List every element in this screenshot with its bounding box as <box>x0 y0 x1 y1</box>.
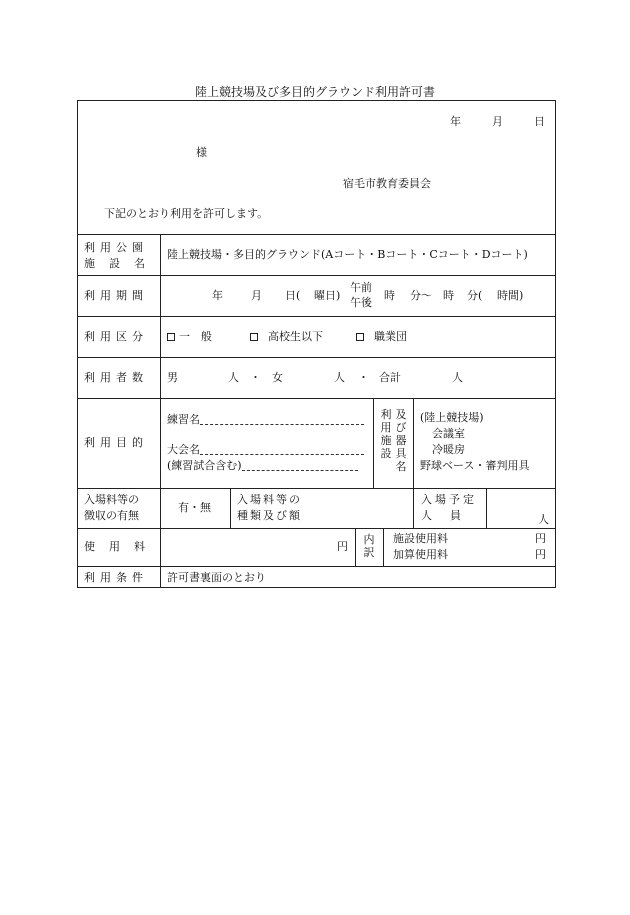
extra-fee-label: 加算使用料 <box>393 548 448 561</box>
permit-form-frame <box>77 100 556 588</box>
conditions-label: 利用条件 <box>84 571 148 584</box>
equipment-item: 会議室 <box>432 427 465 440</box>
tournament-name-line[interactable] <box>200 454 364 455</box>
users-label: 利用者数 <box>84 371 148 384</box>
fee-type-label-2: 種類及び額 <box>237 509 302 522</box>
users-male-unit: 人 <box>228 371 239 384</box>
checkbox-icon[interactable] <box>250 333 258 341</box>
expected-attendance-label: 入場予定 <box>421 493 477 506</box>
category-option-highschool[interactable]: 高校生以下 <box>250 331 323 342</box>
users-separator: ・ <box>358 371 369 384</box>
facility-label: 利用公園 <box>84 241 148 254</box>
users-total-unit: 人 <box>452 371 463 384</box>
expected-attendance-unit: 人 <box>538 513 549 526</box>
equipment-item: 冷暖房 <box>432 443 465 456</box>
permit-statement: 下記のとおり利用を許可します。 <box>104 207 269 220</box>
facility-fee-label: 施設使用料 <box>393 532 448 545</box>
tournament-note-line[interactable] <box>242 470 358 471</box>
period-am: 午前 <box>350 281 372 294</box>
usage-fee-divider <box>355 528 356 566</box>
purpose-divider <box>413 398 414 488</box>
row-divider <box>77 566 556 567</box>
purpose-label: 利用目的 <box>84 436 148 449</box>
usage-fee-divider <box>383 528 384 566</box>
period-hour-start: 時 <box>384 289 395 302</box>
row-divider <box>77 398 556 399</box>
users-female: 女 <box>272 371 283 384</box>
extra-fee-unit: 円 <box>535 548 546 561</box>
fee-collection-label: 入場料等の <box>84 493 139 506</box>
period-hour-end: 時 <box>443 289 454 302</box>
row-divider <box>77 528 556 529</box>
usage-fee-unit: 円 <box>337 540 348 553</box>
users-male: 男 <box>167 371 178 384</box>
row-divider <box>77 488 556 489</box>
period-hours: 時間) <box>497 289 524 302</box>
category-option-corporate[interactable]: 職業団 <box>356 331 407 342</box>
period-month: 月 <box>251 289 262 302</box>
period-minute-end: 分( <box>467 289 483 302</box>
equipment-label-col2: 及び器具名 <box>395 408 407 473</box>
label-column-divider <box>160 234 161 588</box>
breakdown-label: 内訳 <box>363 533 375 559</box>
purpose-divider <box>373 398 374 488</box>
fee-collection-value: 有・無 <box>178 501 211 514</box>
row-divider <box>77 275 556 276</box>
period-minute-start: 分〜 <box>410 289 432 302</box>
date-line: 年 月 日 <box>450 115 545 128</box>
fee-divider <box>486 488 487 528</box>
equipment-item: 野球ベース・審判用具 <box>420 459 530 472</box>
period-day: 日( <box>285 289 301 302</box>
conditions-value: 許可書裏面のとおり <box>167 571 266 584</box>
fee-type-label: 入場料等の <box>237 493 302 506</box>
category-label: 利用区分 <box>84 330 148 343</box>
facility-value: 陸上競技場・多目的グラウンド(Aコート・Bコート・Cコート・Dコート) <box>167 248 528 261</box>
document-title: 陸上競技場及び多目的グラウンド利用許可書 <box>194 85 435 99</box>
facility-label-2: 施設名 <box>84 257 159 270</box>
addressee-suffix: 様 <box>196 146 207 159</box>
fee-divider <box>413 488 414 528</box>
equipment-label-col1: 利用施設 <box>380 408 392 460</box>
category-option-general[interactable]: 一 般 <box>167 331 212 342</box>
users-female-unit: 人 <box>334 371 345 384</box>
practice-name-line[interactable] <box>200 424 364 425</box>
checkbox-icon[interactable] <box>167 333 175 341</box>
issuer-name: 宿毛市教育委員会 <box>343 177 431 190</box>
fee-divider <box>230 488 231 528</box>
usage-fee-label: 使用料 <box>84 540 159 553</box>
expected-attendance-label-2: 人員 <box>421 509 479 522</box>
checkbox-icon[interactable] <box>356 333 364 341</box>
row-divider <box>77 357 556 358</box>
users-total: 合計 <box>379 371 401 384</box>
period-pm: 午後 <box>350 296 372 309</box>
tournament-note-field[interactable]: (練習試合含む) <box>167 460 358 471</box>
row-divider <box>77 316 556 317</box>
equipment-item: (陸上競技場) <box>420 411 484 424</box>
practice-name-field[interactable]: 練習名 <box>167 414 364 425</box>
period-label: 利用期間 <box>84 289 148 302</box>
facility-fee-unit: 円 <box>535 532 546 545</box>
row-divider <box>77 234 556 235</box>
users-separator: ・ <box>250 371 261 384</box>
period-weekday: 曜日) <box>314 289 341 302</box>
fee-collection-label-2: 徴収の有無 <box>84 509 139 522</box>
period-year: 年 <box>212 289 223 302</box>
tournament-name-field[interactable]: 大会名 <box>167 444 364 455</box>
